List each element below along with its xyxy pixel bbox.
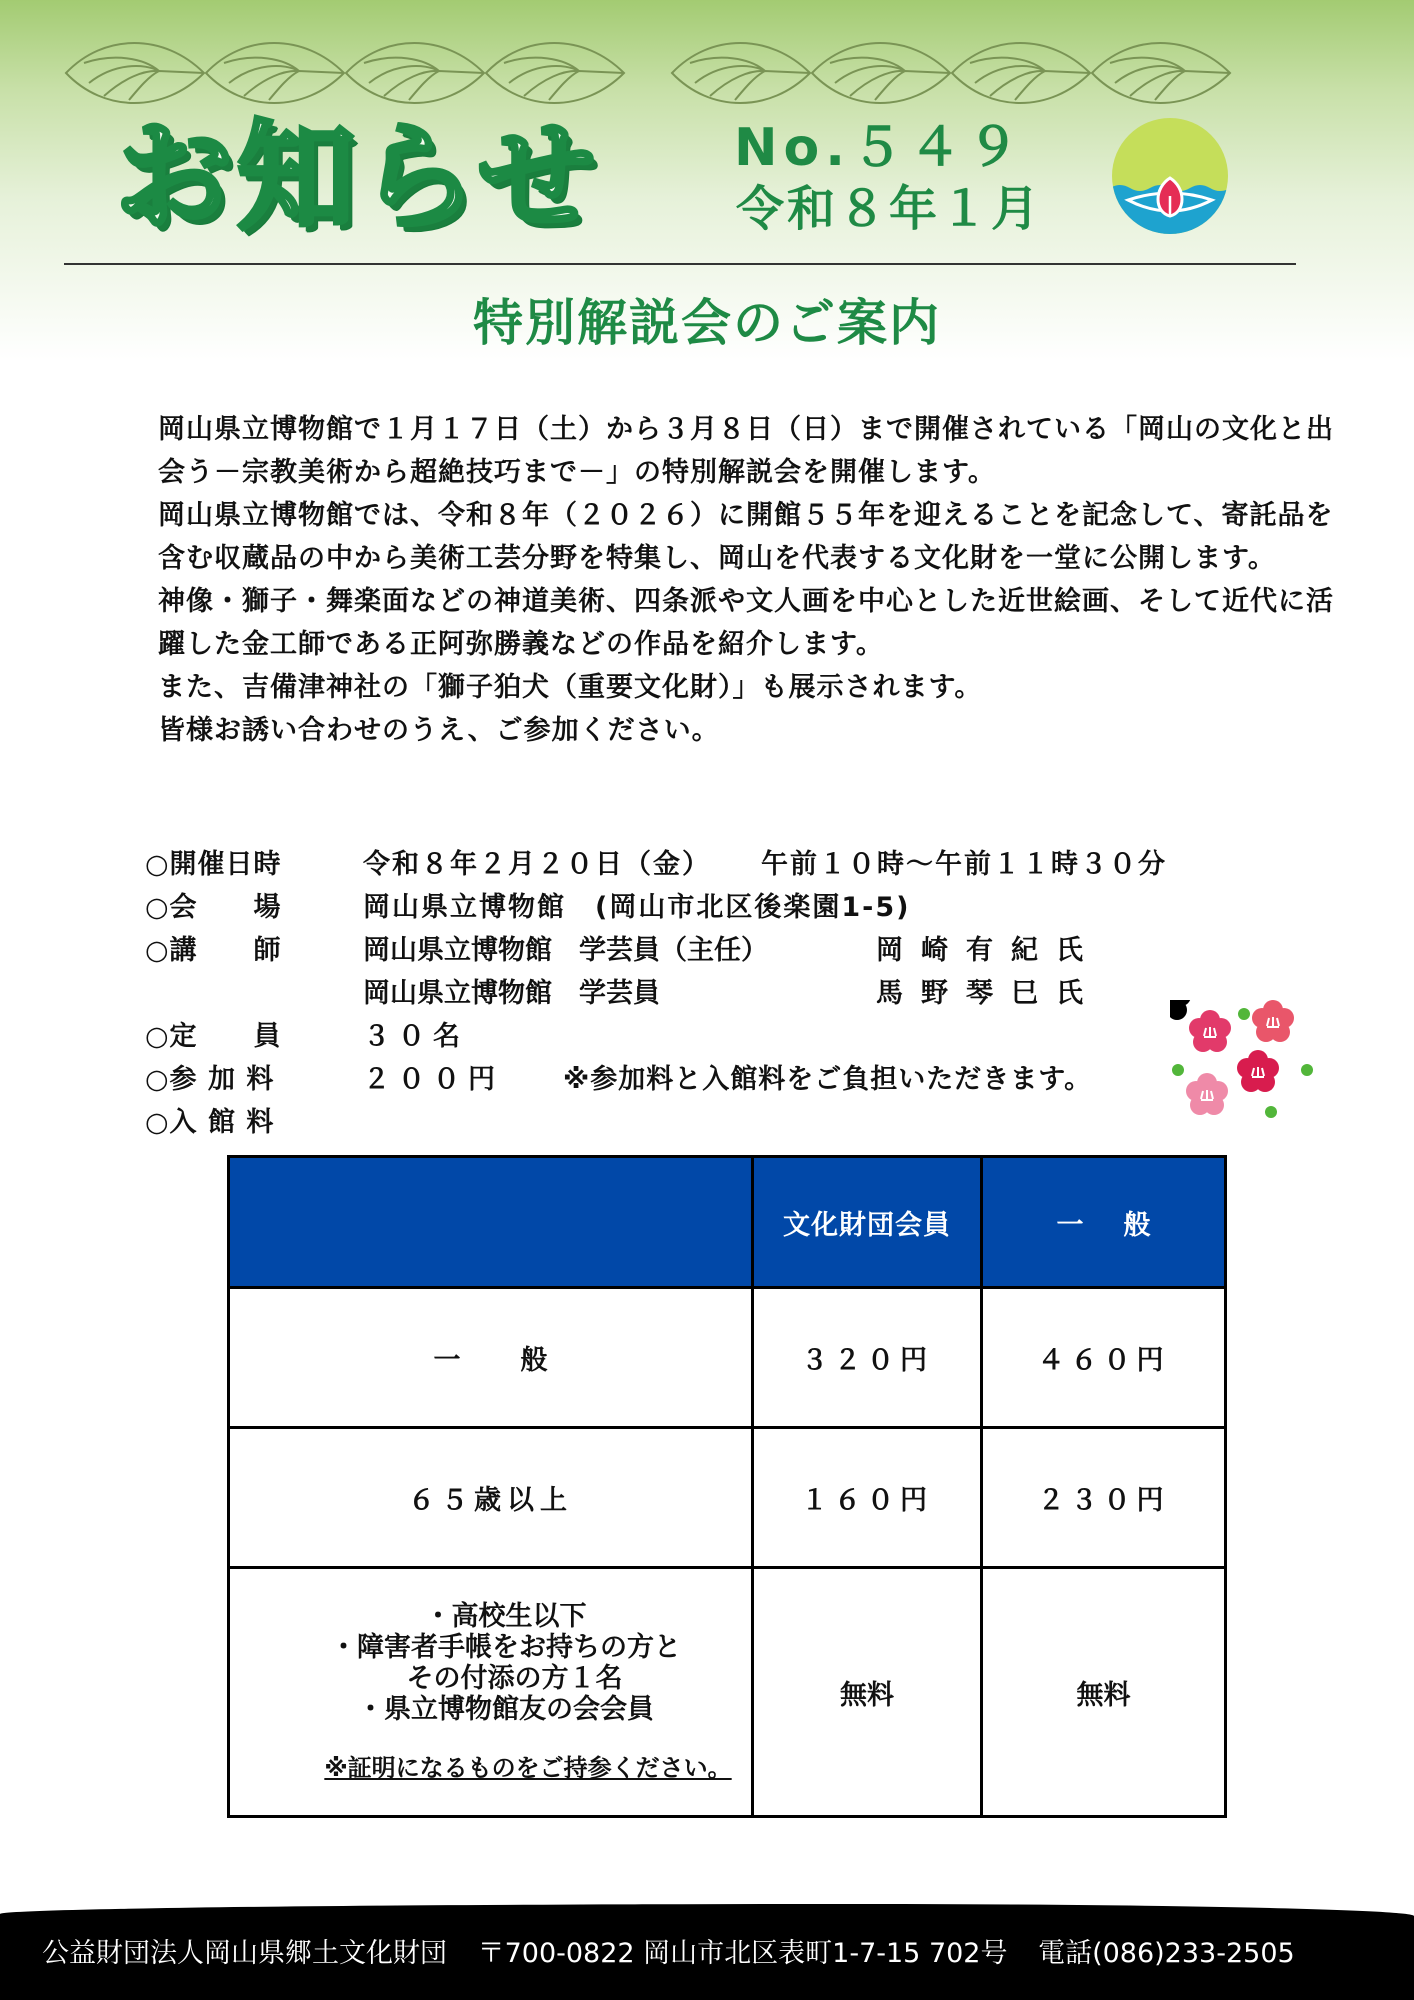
paragraph-works: 神像・獅子・舞楽面などの神道美術、四条派や文人画を中心とした近世絵画、そして近代に活躍した金工師である正阿弥勝義などの作品を紹介します。 (158, 586, 1334, 660)
table-row (229, 1568, 1226, 1817)
notice-title: 特別解説会のご案内 (473, 294, 941, 352)
lecturer-org: 岡山県立博物館 学芸員（主任） (363, 935, 768, 966)
table-row (229, 1288, 1226, 1428)
header-general: 一般 (982, 1157, 1226, 1288)
list-item: ・県立博物館友の会会員 (357, 1693, 654, 1725)
foundation-logo-icon (1110, 116, 1230, 236)
detail-admission-fee (145, 1101, 1245, 1144)
admission-fee-table (227, 1155, 1227, 1818)
lecturer-org: 岡山県立博物館 学芸員 (363, 978, 660, 1009)
issue-number: No.５４９ (734, 118, 1025, 178)
notice-body (122, 408, 1342, 752)
general-price: ４６０円 (982, 1288, 1226, 1428)
fee-note: ※参加料と入館料をご負担いただきます。 (563, 1064, 1093, 1095)
list-item: ・障害者手帳をお持ちの方と (330, 1631, 681, 1663)
detail-label: ○参 加 料 (145, 1064, 275, 1095)
leaf-garland-left-icon (64, 38, 630, 112)
event-date: 令和８年２月２０日（金） (363, 849, 711, 880)
member-price: 無料 (753, 1568, 982, 1817)
free-eligibility-list (229, 1568, 753, 1817)
event-time: 午前１０時～午前１１時３０分 (761, 849, 1167, 880)
detail-datetime (145, 843, 1245, 886)
participation-fee-value: ２００円 (363, 1064, 503, 1095)
header-category (229, 1157, 753, 1288)
detail-lecturer (145, 929, 1245, 972)
table-row (229, 1428, 1226, 1568)
member-price: ３２０円 (753, 1288, 982, 1428)
proof-note: ※証明になるものをご持参ください。 (324, 1753, 732, 1782)
footer-address: 〒700-0822 岡山市北区表町1-7-15 702号 (477, 1938, 1008, 1969)
venue-value: 岡山県立博物館 (岡山市北区後楽園1-5) (363, 892, 911, 923)
lecturer-name: 馬野琴巳氏 (876, 978, 1101, 1009)
footer-phone: 電話(086)233-2505 (1038, 1938, 1295, 1969)
footer-organization: 公益財団法人岡山県郷土文化財団 (42, 1938, 447, 1969)
footer-contact (42, 1931, 1402, 1970)
leaf-garland-right-icon (670, 38, 1236, 112)
detail-label: ○定 員 (145, 1021, 282, 1052)
paragraph-anniversary: 岡山県立博物館では、令和８年（２０２６）に開館５５年を迎えることを記念して、寄託品を含む収蔵品の中から美術工芸分野を特集し、岡山を代表する文化財を一堂に公開します。 (158, 500, 1334, 574)
general-price: ２３０円 (982, 1428, 1226, 1568)
fee-table-header (229, 1157, 1226, 1288)
header-divider (64, 263, 1296, 265)
plum-blossom-icon (1170, 1000, 1320, 1130)
detail-label: ○会 場 (145, 892, 282, 923)
detail-label: ○入 館 料 (145, 1107, 275, 1138)
header-member: 文化財団会員 (753, 1157, 982, 1288)
member-price: １６０円 (753, 1428, 982, 1568)
detail-participation-fee (145, 1058, 1245, 1101)
event-details (145, 843, 1245, 1144)
capacity-value: ３０名 (363, 1021, 468, 1052)
list-item: その付添の方１名 (406, 1662, 623, 1694)
detail-label: ○講 師 (145, 935, 282, 966)
paragraph-exhibit: また、吉備津神社の「獅子狛犬（重要文化財）」も展示されます。 (158, 672, 983, 703)
general-price: 無料 (982, 1568, 1226, 1817)
detail-capacity (145, 1015, 1245, 1058)
paragraph-invitation: 皆様お誘い合わせのうえ、ご参加ください。 (158, 715, 720, 746)
row-category: 一般 (229, 1288, 753, 1428)
row-category: ６５歳以上 (229, 1428, 753, 1568)
detail-label: ○開催日時 (145, 849, 282, 880)
list-item: ・高校生以下 (424, 1600, 587, 1632)
detail-venue (145, 886, 1245, 929)
masthead-title: お知らせ (115, 108, 600, 246)
issue-date: 令和８年１月 (736, 181, 1043, 237)
detail-lecturer-2 (145, 972, 1245, 1015)
lecturer-name: 岡崎有紀氏 (876, 935, 1101, 966)
paragraph-intro: 岡山県立博物館で１月１７日（土）から３月８日（日）まで開催されている「岡山の文化と出会う－宗教美術から超絶技巧まで－」の特別解説会を開催します。 (158, 414, 1334, 488)
